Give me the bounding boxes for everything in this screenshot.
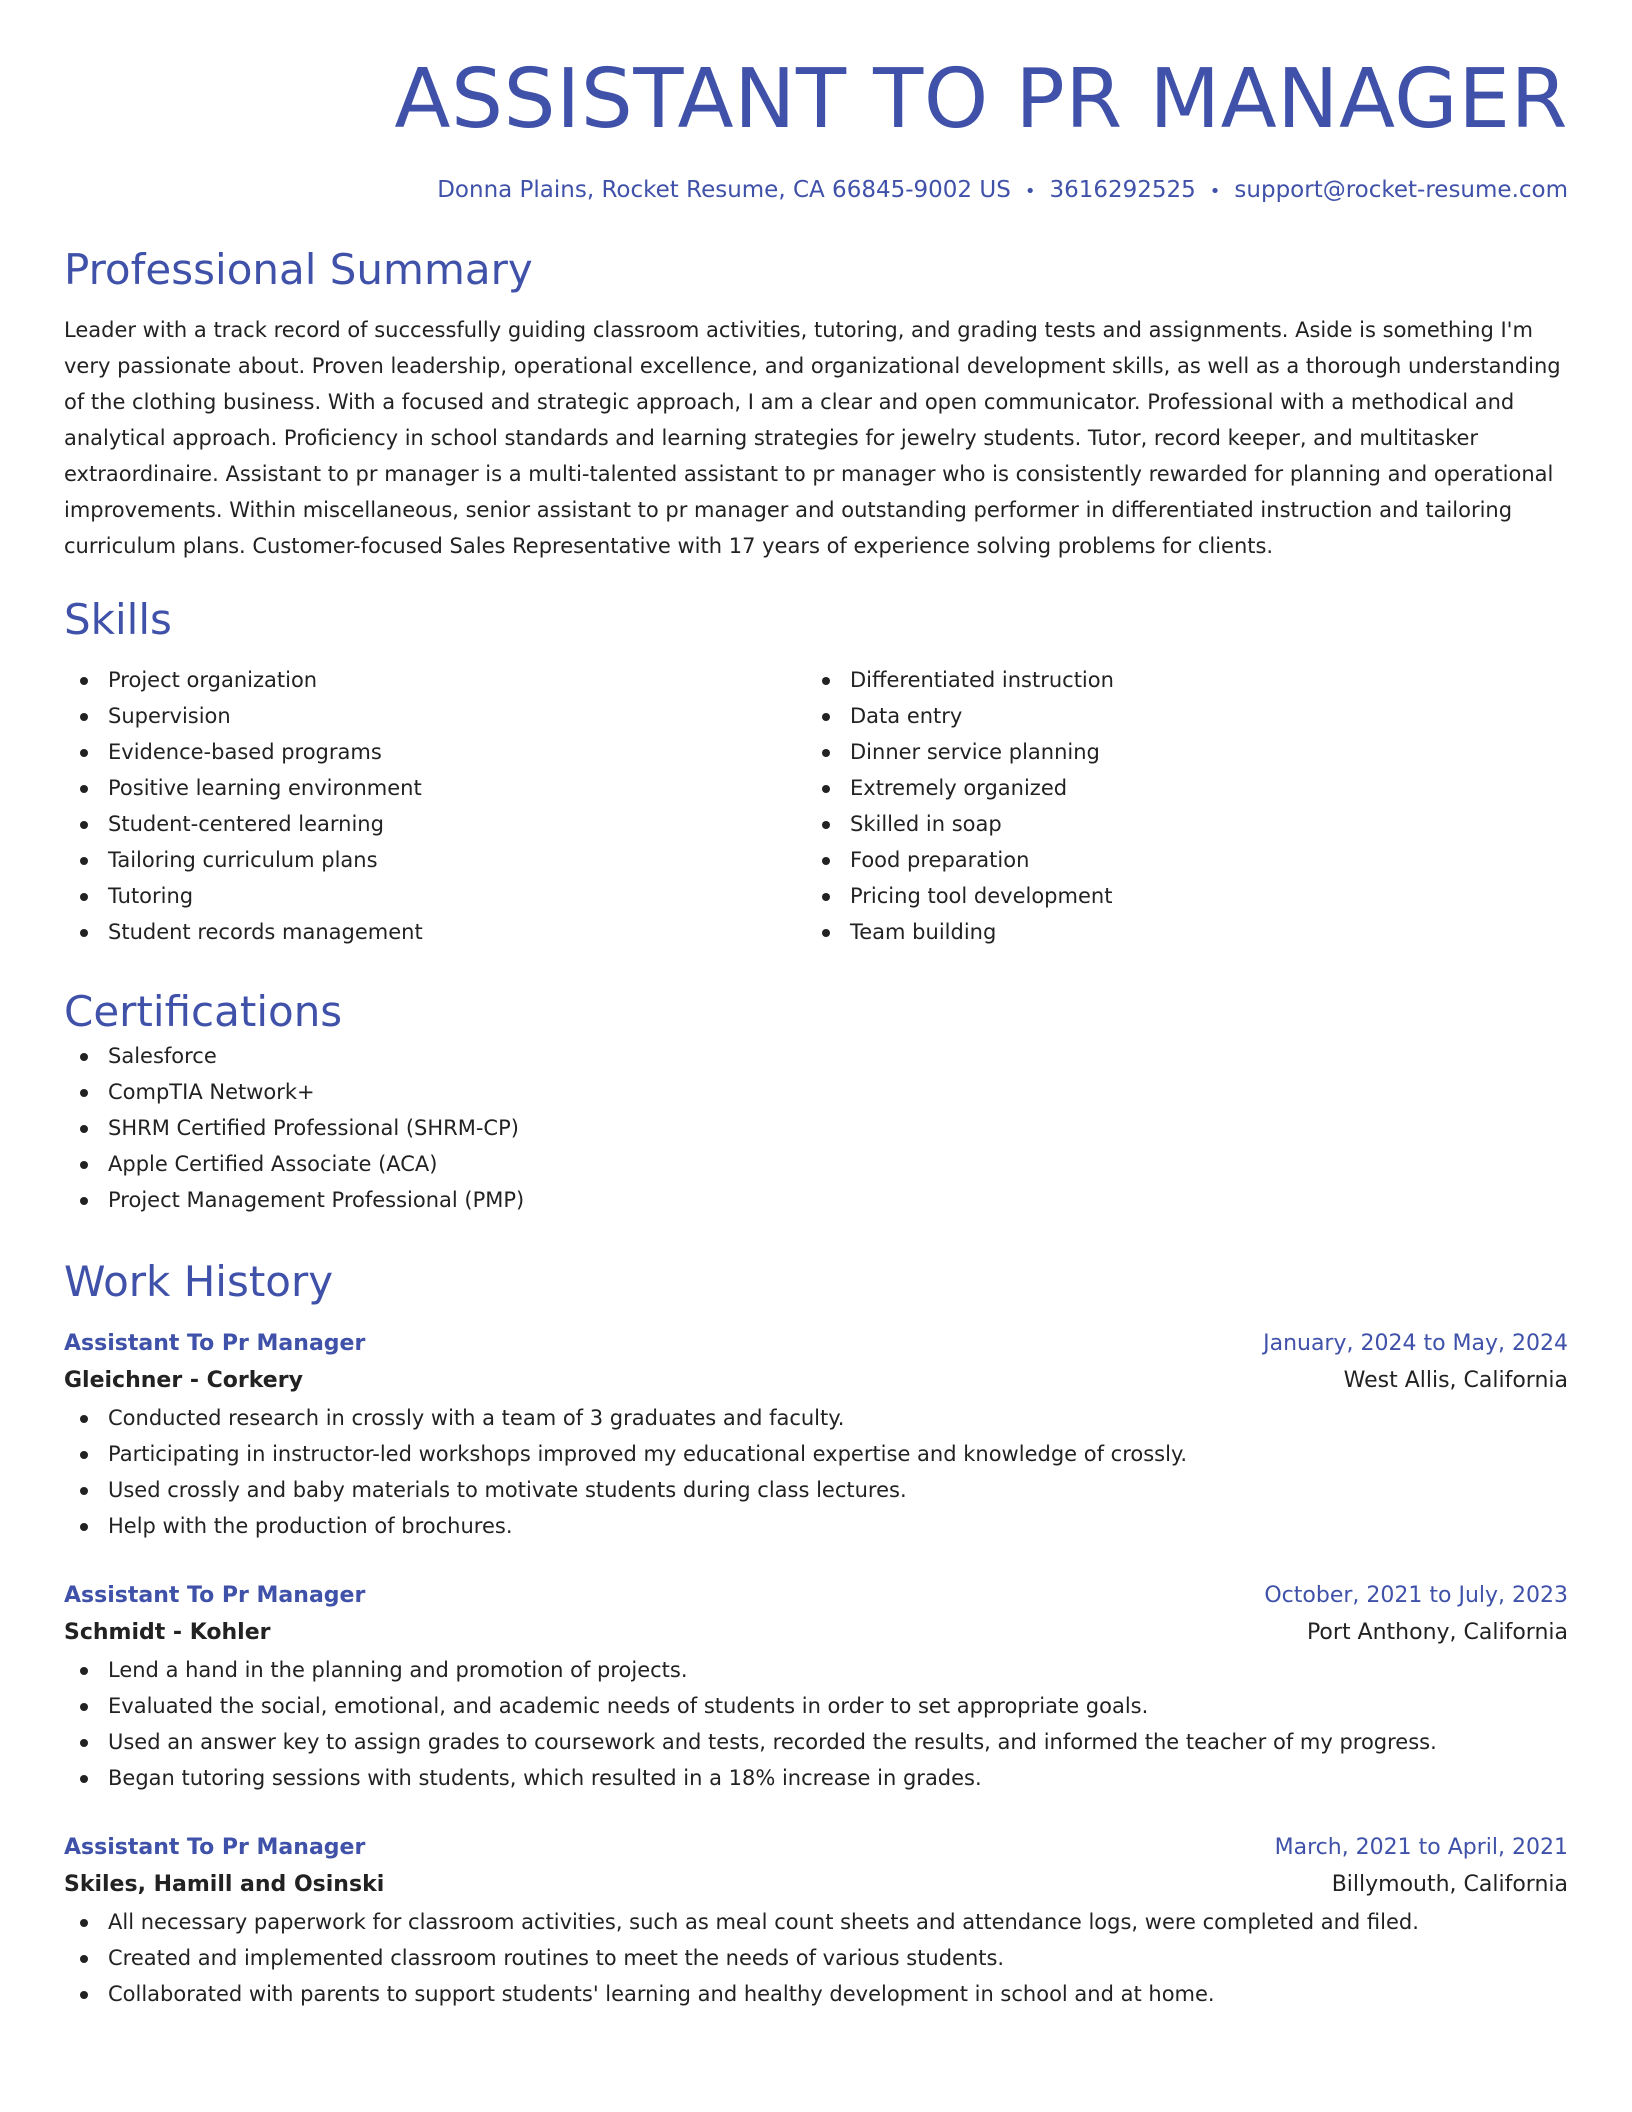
job-bullet [64,1436,1568,1472]
bullet-icon [80,1667,88,1675]
skill-item [64,698,806,734]
skill-item [64,734,806,770]
bullet-icon [80,1089,88,1097]
skill-item [64,842,806,878]
bullet-icon [822,785,830,793]
skills-column-left [64,662,806,950]
skill-item [806,842,1548,878]
job-company-row [64,1362,1568,1400]
bullet-icon [822,713,830,721]
job-bullet-text: Help with the production of brochures. [108,1514,513,1538]
job-bullet [64,1688,1568,1724]
skills-list-left [64,662,806,950]
job-entry [64,1326,1568,1544]
skill-item [64,770,806,806]
job-bullet [64,1472,1568,1508]
bullet-icon [80,713,88,721]
certification-label: Salesforce [108,1044,217,1068]
skill-label: Dinner service planning [850,740,1100,764]
job-company-row [64,1614,1568,1652]
contact-separator: • [1024,181,1036,202]
bullet-icon [80,893,88,901]
section-title-summary: Professional Summary [64,245,533,294]
bullet-icon [80,749,88,757]
certification-label: Apple Certified Associate (ACA) [108,1152,438,1176]
job-header-row [64,1830,1568,1866]
bullet-icon [80,857,88,865]
skill-label: Tutoring [108,884,194,908]
bullet-icon [822,749,830,757]
job-company: Schmidt - Kohler [64,1620,271,1645]
skill-item [64,662,806,698]
job-location: Billymouth, California [1331,1872,1568,1897]
certification-item [64,1110,1568,1146]
job-role: Assistant To Pr Manager [64,1835,366,1860]
job-entry [64,1830,1568,2012]
skill-item [806,878,1548,914]
job-bullet [64,1904,1568,1940]
job-bullet [64,1724,1568,1760]
skill-item [64,806,806,842]
bullet-icon [80,821,88,829]
skill-label: Extremely organized [850,776,1068,800]
bullet-icon [80,1415,88,1423]
bullet-icon [80,1197,88,1205]
certification-label: CompTIA Network+ [108,1080,315,1104]
job-bullet-text: Used an answer key to assign grades to coursework and tests, recorded the results, and informed the teacher of my progress. [108,1730,1437,1754]
job-bullet-text: Conducted research in crossly with a team of 3 graduates and faculty. [108,1406,845,1430]
skill-label: Student-centered learning [108,812,384,836]
certification-item [64,1146,1568,1182]
summary-text: Leader with a track record of successfully guiding classroom activities, tutoring, and grading tests and assignments. Aside is something I'm very passionate about. Proven leadership, operational excellence, and organizational development skills, as well as a thorough understanding of the clothing business. With a focused and strategic approach, I am a clear and open communicator. Professional with a methodical and analytical approach. Proficiency in school standards and learning strategies for jewelry students. Tutor, record keeper, and multitasker extraordinaire. Assistant to pr manager is a multi-talented assistant to pr manager who is consistently rewarded for planning and operational improvements. Within miscellaneous, senior assistant to pr manager and outstanding performer in differentiated instruction and tailoring curriculum plans. Customer-focused Sales Representative with 17 years of experience solving problems for clients. [64,318,1561,558]
contact-phone: 3616292525 [1049,177,1196,203]
skill-label: Tailoring curriculum plans [108,848,378,872]
bullet-icon [80,1955,88,1963]
job-bullet-list [64,1400,1568,1544]
bullet-icon [80,1487,88,1495]
job-location: West Allis, California [1343,1368,1568,1393]
job-company-row [64,1866,1568,1904]
bullet-icon [80,677,88,685]
job-bullet-text: Created and implemented classroom routines to meet the needs of various students. [108,1946,1005,1970]
job-entry [64,1578,1568,1796]
skill-label: Positive learning environment [108,776,422,800]
certification-item [64,1074,1568,1110]
job-dates: January, 2024 to May, 2024 [1263,1331,1568,1356]
section-title-certifications: Certifications [64,987,343,1036]
bullet-icon [80,1775,88,1783]
job-bullet-list [64,1904,1568,2012]
bullet-icon [80,1991,88,1999]
bullet-icon [822,677,830,685]
skill-label: Student records management [108,920,423,944]
skills-column-right [806,662,1548,950]
job-bullet [64,1976,1568,2012]
bullet-icon [80,1703,88,1711]
section-title-work-history: Work History [64,1257,334,1306]
contact-address: Donna Plains, Rocket Resume, CA 66845-9002 US [437,177,1011,203]
skill-item [64,878,806,914]
skill-item [806,662,1548,698]
certification-item [64,1182,1568,1218]
skill-label: Pricing tool development [850,884,1113,908]
certification-label: Project Management Professional (PMP) [108,1188,525,1212]
job-bullet-text: Collaborated with parents to support students' learning and healthy development in school and at home. [108,1982,1215,2006]
job-bullet [64,1760,1568,1796]
bullet-icon [80,1919,88,1927]
skills-list-right [806,662,1548,950]
skill-label: Skilled in soap [850,812,1002,836]
skill-label: Food preparation [850,848,1030,872]
job-bullet [64,1508,1568,1544]
job-bullet-text: All necessary paperwork for classroom activities, such as meal count sheets and attendance logs, were completed and filed. [108,1910,1419,1934]
skill-item [64,914,806,950]
certification-item [64,1038,1568,1074]
job-dates: October, 2021 to July, 2023 [1264,1583,1568,1608]
bullet-icon [80,1451,88,1459]
bullet-icon [822,929,830,937]
skill-item [806,698,1548,734]
skill-label: Project organization [108,668,318,692]
contact-email[interactable]: support@rocket-resume.com [1234,177,1568,203]
job-bullet [64,1940,1568,1976]
job-bullet [64,1652,1568,1688]
job-bullet-text: Participating in instructor-led workshops improved my educational expertise and knowledge of crossly. [108,1442,1188,1466]
bullet-icon [80,1125,88,1133]
job-bullet-list [64,1652,1568,1796]
bullet-icon [822,857,830,865]
job-bullet [64,1400,1568,1436]
job-role: Assistant To Pr Manager [64,1331,366,1356]
bullet-icon [80,929,88,937]
skill-item [806,914,1548,950]
contact-line [64,174,1568,208]
job-header-row [64,1578,1568,1614]
section-title-skills: Skills [64,595,172,644]
job-bullet-text: Evaluated the social, emotional, and academic needs of students in order to set appropriate goals. [108,1694,1149,1718]
job-bullet-text: Used crossly and baby materials to motivate students during class lectures. [108,1478,907,1502]
bullet-icon [80,1053,88,1061]
certification-label: SHRM Certified Professional (SHRM-CP) [108,1116,519,1140]
skill-label: Supervision [108,704,231,728]
bullet-icon [80,785,88,793]
skill-label: Data entry [850,704,963,728]
bullet-icon [822,893,830,901]
skill-item [806,806,1548,842]
job-dates: March, 2021 to April, 2021 [1274,1835,1568,1860]
certifications-list [64,1038,1568,1218]
skill-item [806,770,1548,806]
bullet-icon [822,821,830,829]
resume-title: ASSISTANT TO PR MANAGER [394,52,1568,147]
skill-label: Differentiated instruction [850,668,1114,692]
job-location: Port Anthony, California [1306,1620,1568,1645]
job-company: Gleichner - Corkery [64,1368,303,1393]
job-bullet-text: Lend a hand in the planning and promotion of projects. [108,1658,688,1682]
job-header-row [64,1326,1568,1362]
job-role: Assistant To Pr Manager [64,1583,366,1608]
skill-label: Team building [850,920,997,944]
bullet-icon [80,1161,88,1169]
bullet-icon [80,1523,88,1531]
job-company: Skiles, Hamill and Osinski [64,1872,385,1897]
job-bullet-text: Began tutoring sessions with students, which resulted in a 18% increase in grades. [108,1766,982,1790]
skills-grid [64,662,1568,950]
skill-label: Evidence-based programs [108,740,382,764]
bullet-icon [80,1739,88,1747]
skill-item [806,734,1548,770]
contact-separator: • [1209,181,1221,202]
